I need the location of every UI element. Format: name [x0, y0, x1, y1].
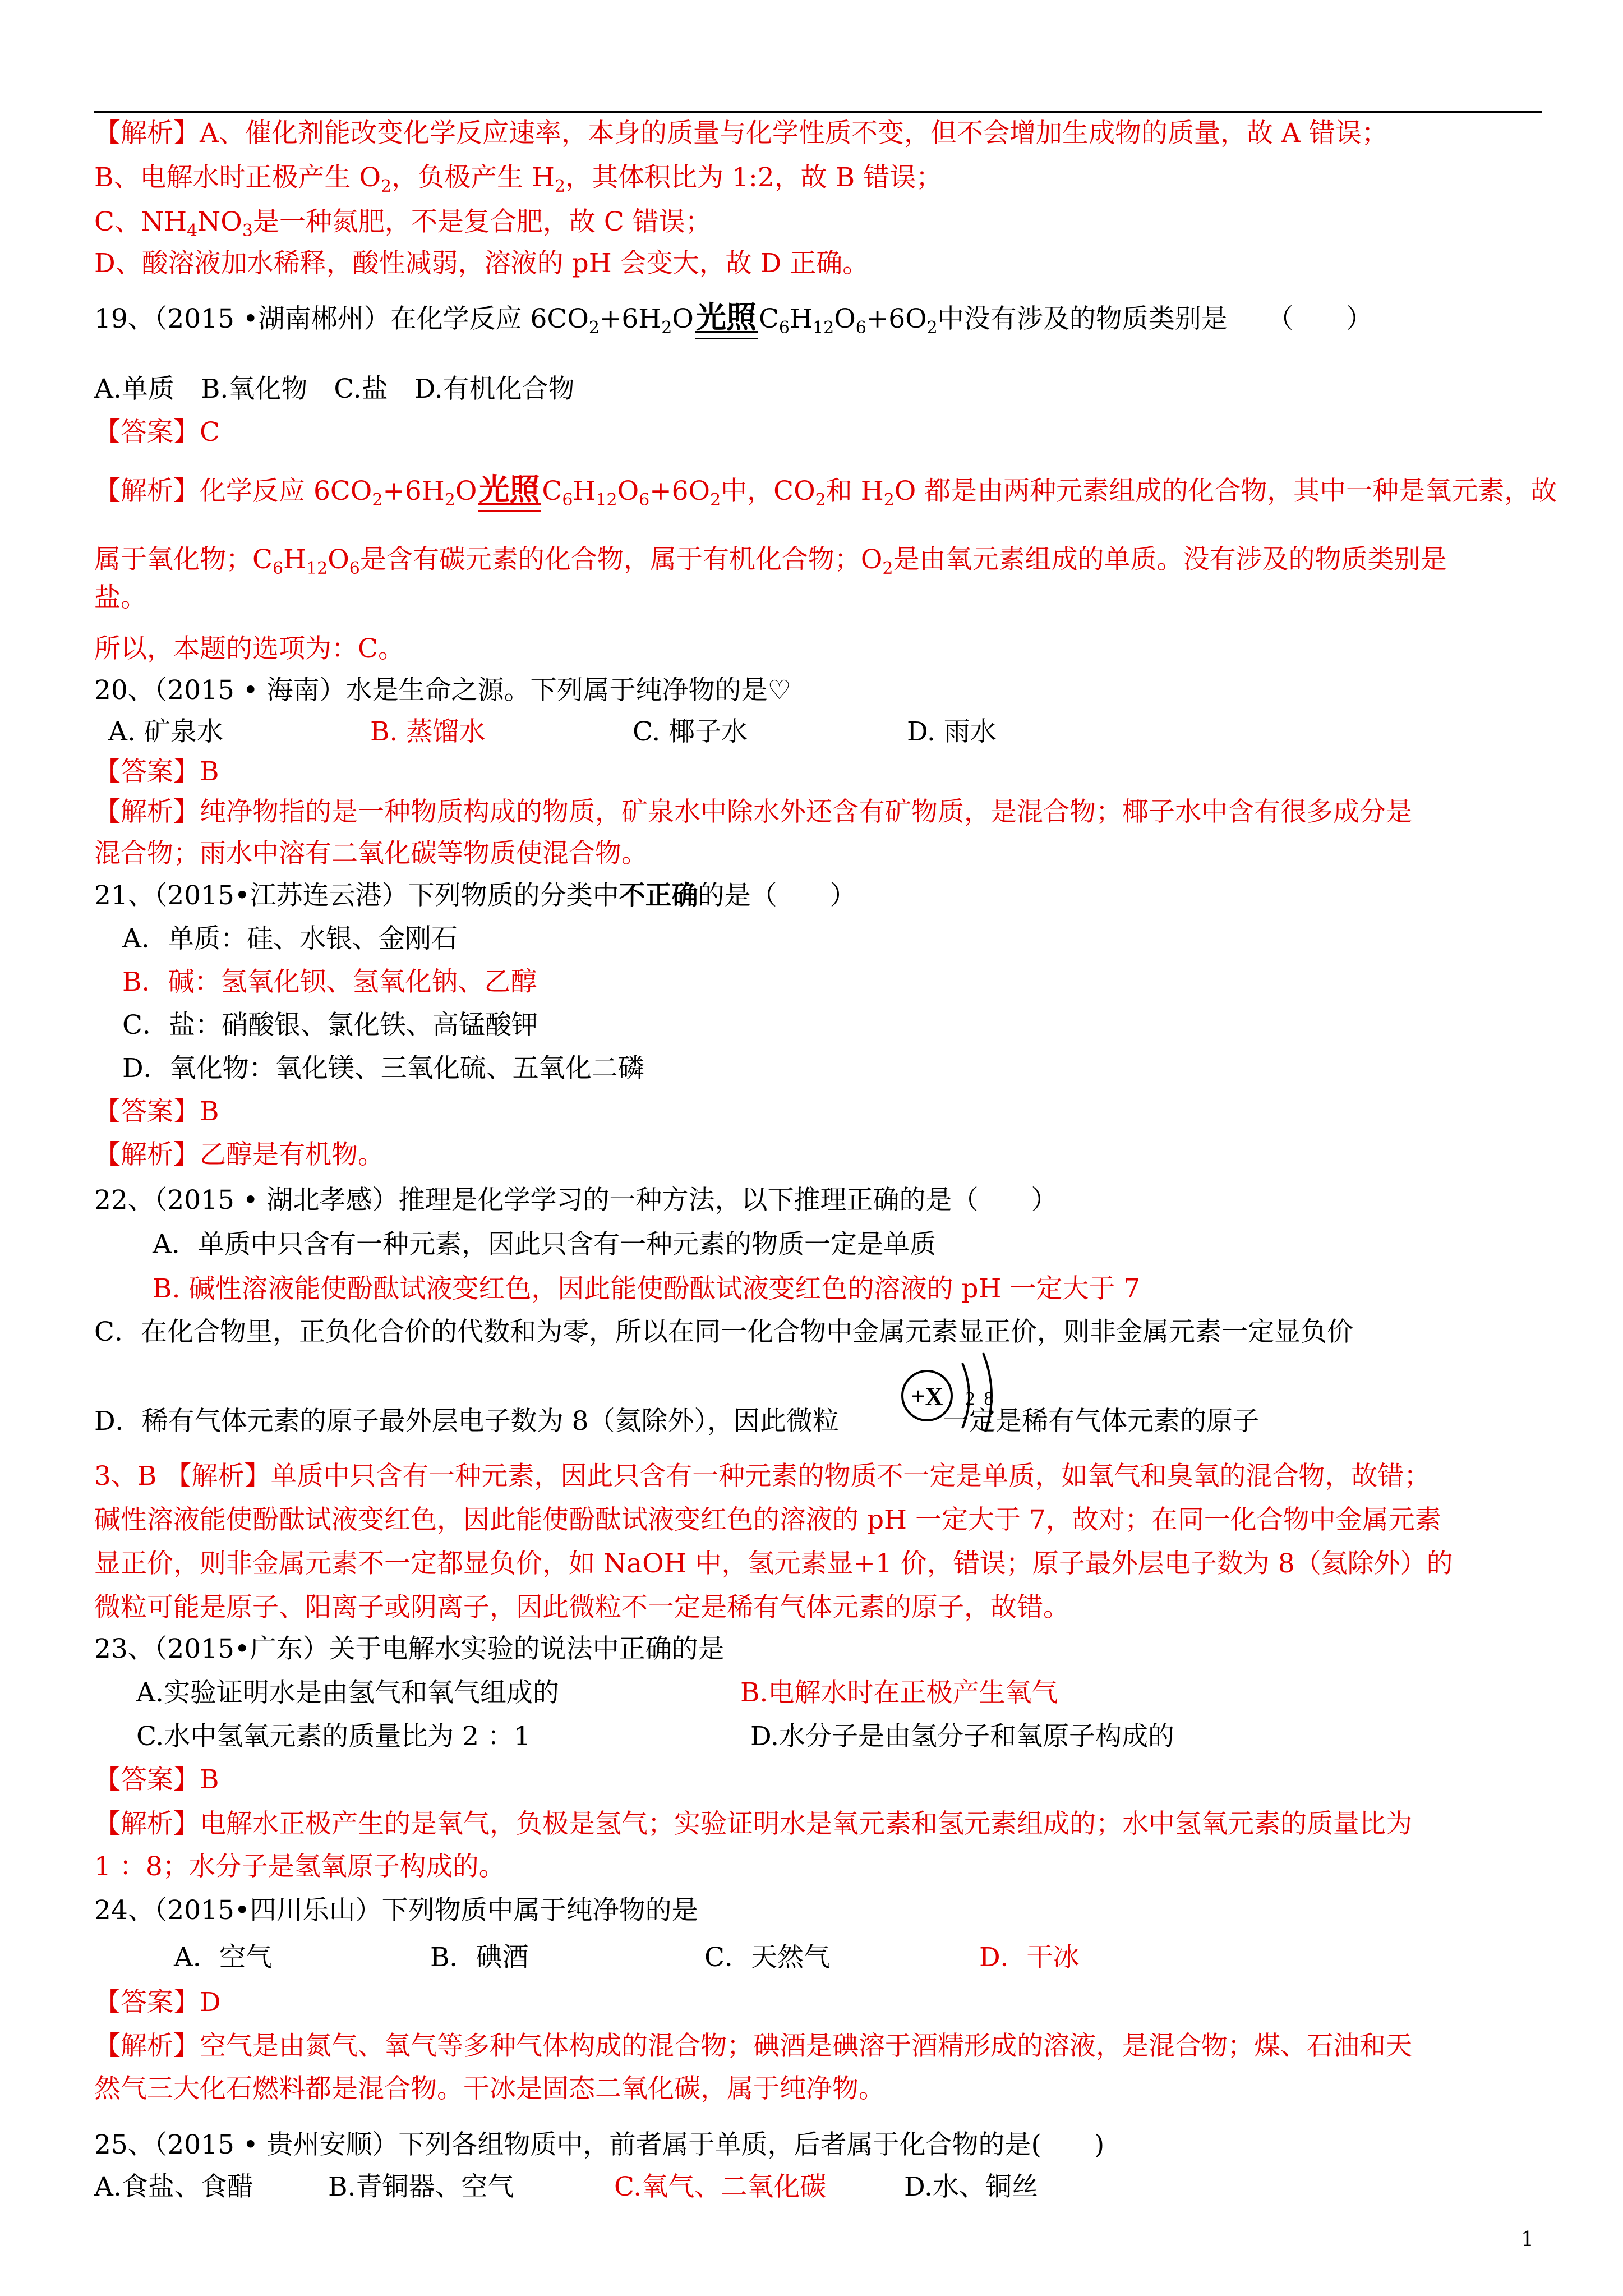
q21-option-b: B．碱：氢氧化钡、氢氧化钠、乙醇: [122, 967, 537, 997]
q24-stem: 24、（2015•四川乐山）下列物质中属于纯净物的是: [94, 1895, 698, 1926]
q19-options: A.单质 B.氧化物 C.盐 D.有机化合物: [94, 374, 575, 404]
page-number: 1: [1521, 2228, 1534, 2251]
q20-answer: 【答案】B: [94, 756, 219, 787]
q19-answer: 【答案】C: [94, 417, 220, 448]
q23-option-b: B.电解水时在正极产生氧气: [740, 1677, 1058, 1708]
q23-answer: 【答案】B: [94, 1764, 219, 1795]
q20-explanation-1: 【解析】纯净物指的是一种物质构成的物质，矿泉水中除水外还含有矿物质，是混合物；椰子水中含有很多成分是: [94, 797, 1412, 827]
q21-explanation: 【解析】乙醇是有机物。: [94, 1139, 384, 1170]
q24-option-c: C．天然气: [704, 1942, 830, 1973]
q23-explanation-2: 1 ：8；水分子是氢氧原子构成的。: [94, 1851, 505, 1882]
q21-option-d: D．氧化物：氧化镁、三氧化硫、五氧化二磷: [122, 1053, 644, 1084]
atom-shell-1-label: 2: [965, 1388, 975, 1409]
q25-option-c: C.氧气、二氧化碳: [614, 2171, 827, 2202]
q24-explanation-2: 然气三大化石燃料都是混合物。干冰是固态二氧化碳，属于纯净物。: [94, 2073, 885, 2104]
q20-option-d: D. 雨水: [907, 716, 997, 747]
q24-explanation-1: 【解析】空气是由氮气、氧气等多种气体构成的混合物；碘酒是碘溶于酒精形成的溶液，是混合物；煤、石油和天: [94, 2031, 1412, 2062]
q22-stem: 22、（2015 • 湖北孝感）推理是化学学习的一种方法，以下推理正确的是（ ）: [94, 1185, 1058, 1216]
q25-option-d: D.水、铜丝: [904, 2171, 1038, 2202]
q20-explanation-2: 混合物；雨水中溶有二氧化碳等物质使混合物。: [94, 838, 648, 869]
atom-nucleus-label: +X: [911, 1383, 943, 1410]
q21-answer: 【答案】B: [94, 1096, 219, 1127]
q23-option-d: D.水分子是由氢分子和氧原子构成的: [750, 1721, 1174, 1752]
q19-stem: 19、（2015 •湖南郴州）在化学反应 $6CO_2+6H_2O$光照$C_6H_{12}O_6+6O_2$中没有涉及的物质类别是 （ ）: [94, 299, 1373, 338]
q25-option-b: B.青铜器、空气: [328, 2171, 514, 2202]
q22-explanation-2: 碱性溶液能使酚酞试液变红色，因此能使酚酞试液变红色的溶液的 pH 一定大于 7，故对；在同一化合物中金属元素: [94, 1504, 1441, 1535]
q21-stem: 21、（2015•江苏连云港）下列物质的分类中不正确的是（ ）: [94, 880, 856, 911]
q18-explanation-c: C、$NH_4NO_3$是一种氮肥，不是复合肥，故 C 错误；: [94, 206, 712, 241]
q22-option-b: B. 碱性溶液能使酚酞试液变红色，因此能使酚酞试液变红色的溶液的 pH 一定大于 7: [153, 1273, 1141, 1304]
q24-option-d: D．干冰: [979, 1942, 1080, 1973]
q21-option-c: C．盐：硝酸银、氯化铁、高锰酸钾: [122, 1010, 538, 1041]
q20-option-b: B. 蒸馏水: [370, 716, 486, 747]
q18-explanation-a: 【解析】A、催化剂能改变化学反应速率，本身的质量与化学性质不变，但不会增加生成物的质量，故 A 错误；: [94, 118, 1388, 149]
q22-explanation-1: 3、B 【解析】单质中只含有一种元素，因此只含有一种元素的物质不一定是单质，如氧气和臭氧的混合物，故错；: [94, 1461, 1431, 1492]
reaction-condition: 光照: [694, 300, 759, 334]
q22-option-c: C．在化合物里，正负化合价的代数和为零，所以在同一化合物中金属元素显正价，则非金属元素一定显负价: [94, 1317, 1353, 1347]
q19-explanation-2: 属于氧化物；$C_6H_{12}O_6$是含有碳元素的化合物，属于有机化合物；$O_2$是由氧元素组成的单质。没有涉及的物质类别是: [94, 544, 1447, 578]
q19-explanation-3: 盐。: [94, 582, 147, 613]
q23-stem: 23、（2015•广东）关于电解水实验的说法中正确的是: [94, 1634, 725, 1664]
q25-option-a: A.食盐、食醋: [94, 2171, 253, 2202]
q25-stem: 25、（2015 • 贵州安顺）下列各组物质中，前者属于单质，后者属于化合物的是( ): [94, 2129, 1105, 2160]
q24-option-b: B．碘酒: [430, 1942, 529, 1973]
q22-option-d: D．稀有气体元素的原子最外层电子数为 8（氦除外），因此微粒 一定是稀有气体元素的原子: [94, 1406, 1260, 1437]
q19-explanation-4: 所以，本题的选项为：C。: [94, 633, 404, 664]
q20-stem: 20、（2015 • 海南）水是生命之源。下列属于纯净物的是♡: [94, 675, 791, 706]
q22-explanation-3: 显正价，则非金属元素不一定都显负价，如 NaOH 中，氢元素显+1 价，错误；原子最外层电子数为 8（氦除外）的: [94, 1548, 1453, 1579]
q20-option-c: C. 椰子水: [633, 716, 748, 747]
q24-answer: 【答案】D: [94, 1987, 221, 2018]
q23-option-c: C.水中氢氧元素的质量比为 2 ：1: [136, 1721, 531, 1752]
q20-option-a: A. 矿泉水: [108, 716, 223, 747]
q23-explanation-1: 【解析】电解水正极产生的是氧气，负极是氢气；实验证明水是氧元素和氢元素组成的；水中氢氧元素的质量比为: [94, 1809, 1412, 1839]
q19-explanation-1: 【解析】化学反应 $6CO_2+6H_2O$光照$C_6H_{12}O_6+6O_2$中，$CO_2$和 $H_2O$ 都是由两种元素组成的化合物，其中一种是氧元素，故: [94, 471, 1557, 510]
q22-explanation-4: 微粒可能是原子、阳离子或阴离子，因此微粒不一定是稀有气体元素的原子，故错。: [94, 1592, 1069, 1623]
atom-shell-2-label: 8: [984, 1388, 994, 1409]
q23-option-a: A.实验证明水是由氢气和氧气组成的: [136, 1677, 559, 1708]
q24-option-a: A．空气: [174, 1942, 272, 1973]
q18-explanation-b: B、电解水时正极产生 $O_2$，负极产生 $H_2$，其体积比为 1:2，故 B 错误；: [94, 162, 943, 196]
header-rule: [94, 111, 1542, 113]
q21-option-a: A．单质：硅、水银、金刚石: [122, 923, 458, 954]
q18-explanation-d: D、酸溶液加水稀释，酸性减弱，溶液的 pH 会变大，故 D 正确。: [94, 248, 869, 279]
q22-option-a: A．单质中只含有一种元素，因此只含有一种元素的物质一定是单质: [153, 1229, 936, 1260]
